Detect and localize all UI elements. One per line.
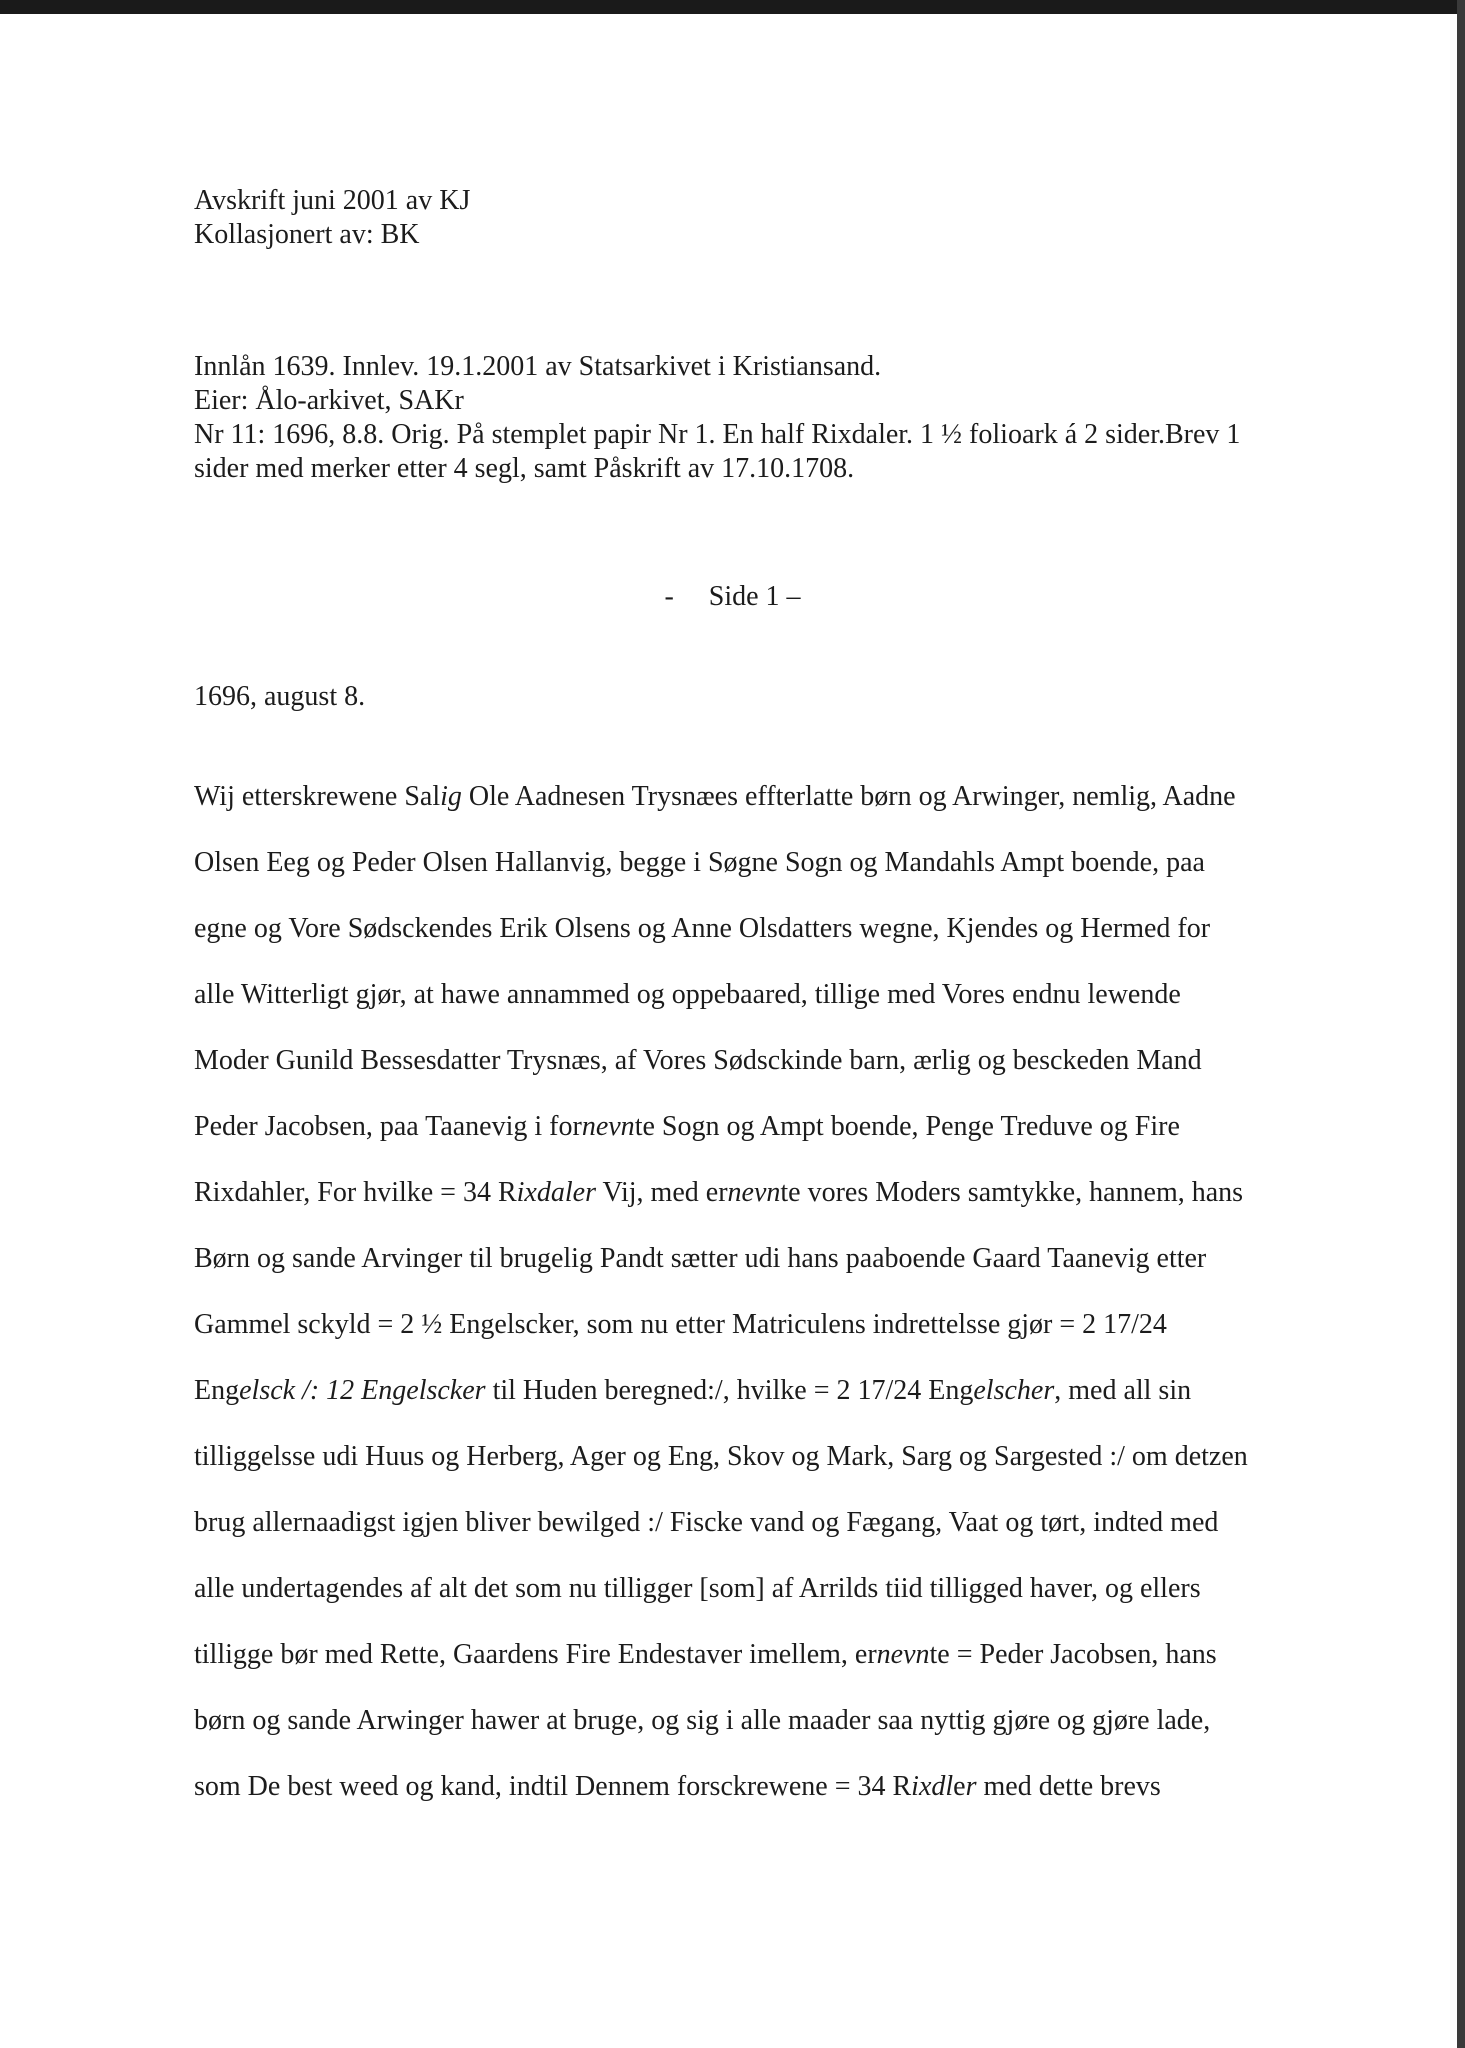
body-line: Wij etterskrewene Salig Ole Aadnesen Trysnæes effterlatte børn og Arwinger, nemlig, Aadne (194, 781, 1236, 812)
body-line: Olsen Eeg og Peder Olsen Hallanvig, begge i Søgne Sogn og Mandahls Ampt boende, paa (194, 847, 1205, 878)
body-line: Rixdahler, For hvilke = 34 Rixdaler Vij, med ernevnte vores Moders samtykke, hannem, hans (194, 1177, 1244, 1208)
document-date: 1696, august 8. (194, 681, 366, 712)
body-line: Gammel sckyld = 2 ½ Engelscker, som nu etter Matriculens indrettelsse gjør = 2 17/24 (194, 1309, 1167, 1340)
body-line: tilligge bør med Rette, Gaardens Fire Endestaver imellem, ernevnte = Peder Jacobsen, hans (194, 1639, 1217, 1670)
page-marker: - Side 1 – (664, 581, 801, 612)
scan-border-top (0, 0, 1465, 14)
body-line: tilliggelsse udi Huus og Herberg, Ager og Eng, Skov og Mark, Sarg og Sargested :/ om detzen (194, 1441, 1248, 1472)
document-description-cont: sider med merker etter 4 segl, samt Påskrift av 17.10.1708. (194, 453, 855, 484)
body-line: alle undertagendes af alt det som nu tilligger [som] af Arrilds tiid tilligged haver, og ellers (194, 1573, 1201, 1604)
body-line: Peder Jacobsen, paa Taanevig i fornevnte Sogn og Ampt boende, Penge Treduve og Fire (194, 1111, 1180, 1142)
loan-info: Innlån 1639. Innlev. 19.1.2001 av Statsarkivet i Kristiansand. (194, 351, 882, 382)
body-line: Børn og sande Arvinger til brugelig Pandt sætter udi hans paaboende Gaard Taanevig etter (194, 1243, 1207, 1274)
body-line: som De best weed og kand, indtil Dennem forsckrewene = 34 Rixdler med dette brevs (194, 1771, 1161, 1802)
collation-note: Kollasjonert av: BK (194, 219, 420, 250)
transcription-note: Avskrift juni 2001 av KJ (194, 185, 471, 216)
document-description: Nr 11: 1696, 8.8. Orig. På stemplet papir Nr 1. En half Rixdaler. 1 ½ folioark á 2 sider.Brev 1 (194, 419, 1241, 450)
body-line: Moder Gunild Bessesdatter Trysnæs, af Vores Sødsckinde barn, ærlig og besckeden Mand (194, 1045, 1202, 1076)
owner-info: Eier: Ålo-arkivet, SAKr (194, 385, 464, 416)
scan-border-right (1457, 0, 1465, 2048)
body-line: alle Witterligt gjør, at hawe annammed og oppebaared, tillige med Vores endnu lewende (194, 979, 1181, 1010)
body-line: egne og Vore Sødsckendes Erik Olsens og Anne Olsdatters wegne, Kjendes og Hermed for (194, 913, 1211, 944)
body-line: brug allernaadigst igjen bliver bewilged :/ Fiscke vand og Fægang, Vaat og tørt, indted med (194, 1507, 1219, 1538)
body-line: børn og sande Arwinger hawer at bruge, og sig i alle maader saa nyttig gjøre og gjøre lade, (194, 1705, 1211, 1736)
body-line: Engelsck /: 12 Engelscker til Huden beregned:/, hvilke = 2 17/24 Engelscher, med all sin (194, 1375, 1192, 1406)
